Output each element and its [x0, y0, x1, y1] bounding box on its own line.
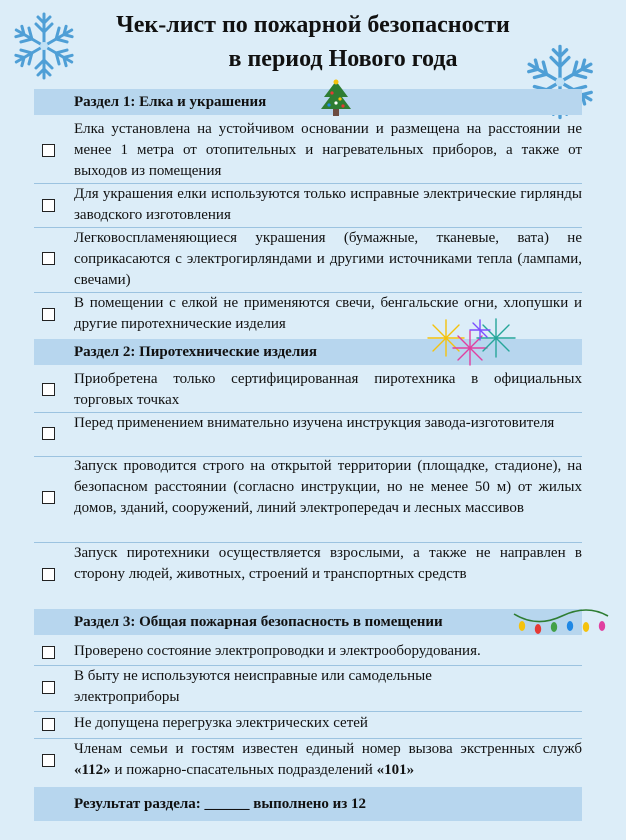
- checklist-item[interactable]: [34, 713, 582, 737]
- checkbox-icon[interactable]: [42, 754, 55, 767]
- fire-rescue-number-101: «101»: [376, 762, 415, 778]
- item-text: [74, 739, 582, 781]
- title-line-2: в период Нового года: [228, 46, 458, 72]
- checklist-item[interactable]: [34, 413, 582, 455]
- item-text: Проверено состояние электропроводки и электрооборудования.: [74, 643, 481, 659]
- item-text: Запуск пиротехники осуществляется взрослыми, а также не направлен в сторону людей, животных, строений и транспортных средств: [74, 545, 582, 582]
- checkbox-icon[interactable]: [42, 718, 55, 731]
- checklist-item[interactable]: [34, 369, 582, 411]
- checkbox-icon[interactable]: [42, 646, 55, 659]
- section-1-title: Раздел 1: Елка и украшения: [74, 94, 267, 110]
- garland-icon: [512, 606, 610, 642]
- checklist-item[interactable]: [34, 739, 582, 783]
- page-title: [60, 8, 566, 76]
- checkbox-icon[interactable]: [42, 681, 55, 694]
- checkbox-icon[interactable]: [42, 491, 55, 504]
- checklist-item[interactable]: [34, 641, 582, 665]
- checklist-item[interactable]: [34, 456, 582, 541]
- checkbox-icon[interactable]: [42, 383, 55, 396]
- item-text: Для украшения елки используются только исправные электрические гирлянды заводского изготовления: [74, 186, 582, 223]
- checkbox-icon[interactable]: [42, 308, 55, 321]
- item-text: Перед применением внимательно изучена инструкция завода-изготовителя: [74, 415, 555, 431]
- section-3-title: Раздел 3: Общая пожарная безопасность в помещении: [74, 614, 443, 630]
- checklist-item[interactable]: [34, 666, 582, 710]
- title-line-1: Чек-лист по пожарной безопасности: [116, 12, 510, 38]
- item-text: В помещении с елкой не применяются свечи, бенгальские огни, хлопушки и другие пиротехнические изделия: [74, 295, 582, 332]
- checklist-item[interactable]: [34, 119, 582, 182]
- checkbox-icon[interactable]: [42, 144, 55, 157]
- checkbox-icon[interactable]: [42, 427, 55, 440]
- checklist-item[interactable]: [34, 184, 582, 226]
- item-text-part: и пожарно-спасательных подразделений: [110, 762, 377, 778]
- checkbox-icon[interactable]: [42, 568, 55, 581]
- result-row: [34, 787, 582, 821]
- fireworks-icon: [424, 316, 520, 370]
- section-1-header: [34, 89, 582, 115]
- checklist-item[interactable]: [34, 543, 582, 605]
- item-text: Елка установлена на устойчивом основании и размещена на расстоянии не менее 1 метра от отопительных и нагревательных приборов, а также от выходов из помещения: [74, 121, 582, 179]
- item-text: Приобретена только сертифицированная пиротехника в официальных торговых точках: [74, 371, 582, 408]
- item-text-part: Членам семьи и гостям известен единый номер вызова экстренных служб: [74, 741, 582, 757]
- item-text: В быту не используются неисправные или самодельные электроприборы: [74, 668, 432, 705]
- item-text: Легковоспламеняющиеся украшения (бумажные, тканевые, вата) не соприкасаются с электрогирляндами и другими источниками тепла (лампами, свечами): [74, 230, 582, 288]
- section-2-title: Раздел 2: Пиротехнические изделия: [74, 344, 318, 360]
- emergency-number-112: «112»: [74, 762, 111, 778]
- checkbox-icon[interactable]: [42, 199, 55, 212]
- checkbox-icon[interactable]: [42, 252, 55, 265]
- item-text: Запуск проводится строго на открытой территории (площадке, стадионе), на безопасном расстоянии (согласно инструкции, но не менее 50 м) от жилых домов, зданий, сооружений, линий электропередач и лесных массивов: [74, 458, 582, 516]
- result-text: Результат раздела: ______ выполнено из 12: [74, 796, 367, 812]
- section-3-header: [34, 609, 582, 635]
- christmas-tree-icon: [318, 79, 354, 119]
- item-text: Не допущена перегрузка электрических сетей: [74, 715, 368, 731]
- checklist-item[interactable]: [34, 228, 582, 291]
